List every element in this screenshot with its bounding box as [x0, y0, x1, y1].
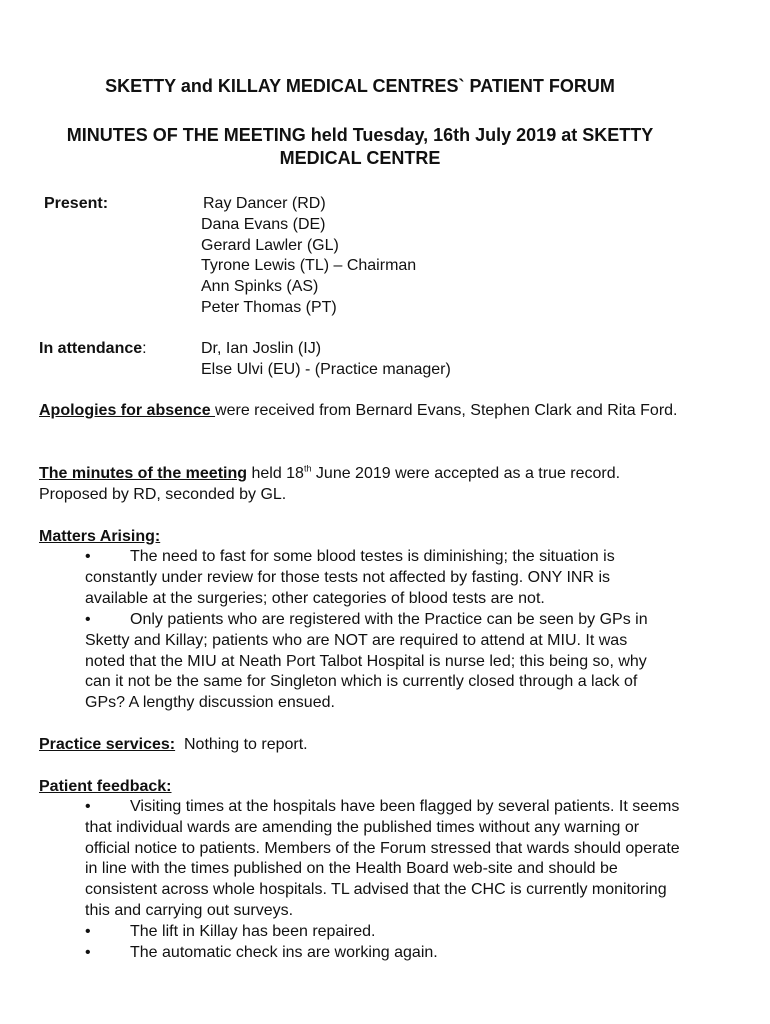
- feedback-bullet-text: The lift in Killay has been repaired.: [130, 923, 376, 940]
- matters-bullet-text: The need to fast for some blood testes is diminishing; the situation is constantly under review for those tests not affected by fasting. ONY INR is available at the surgeries; other categories of blood tests are not.: [85, 548, 615, 607]
- present-name: Ann Spinks (AS): [201, 278, 319, 296]
- feedback-heading: Patient feedback:: [39, 778, 172, 795]
- attendance-list: [201, 339, 451, 381]
- feedback-bullet-text: The automatic check ins are working again.: [130, 944, 438, 961]
- document-title: SKETTY and KILLAY MEDICAL CENTRES` PATIENT FORUM: [105, 76, 615, 96]
- present-list: [201, 194, 416, 319]
- present-label: Present:: [44, 195, 109, 212]
- minutes-sup: th: [303, 463, 312, 474]
- minutes-line-2: Proposed by RD, seconded by GL.: [39, 486, 287, 503]
- attendance-label-text: In attendance: [39, 340, 143, 357]
- feedback-bullet: [85, 797, 685, 922]
- feedback-bullet-text: Visiting times at the hospitals have been flagged by several patients. It seems that individual wards are amending the published times without any warning or official notice to patients. Members of the Forum stressed that wards should operate in line with the times published on the Health Board web-site and should be consistent across whole hospitals. TL advised that the CHC is currently monitoring this and carrying out surveys.: [85, 798, 680, 919]
- practice-heading: Practice services:: [39, 736, 176, 753]
- apologies-text: were received from Bernard Evans, Stephen Clark and Rita Ford.: [215, 402, 678, 419]
- apologies-paragraph: [39, 401, 689, 422]
- practice-line: [39, 735, 308, 756]
- matters-heading: Matters Arising:: [39, 528, 161, 545]
- present-name: Tyrone Lewis (TL) – Chairman: [201, 257, 417, 275]
- bullet-dot: •: [85, 923, 91, 940]
- minutes-heading: The minutes of the meeting: [39, 465, 248, 482]
- apologies-heading: Apologies for absence: [39, 402, 216, 419]
- attendance-name: Else Ulvi (EU) - (Practice manager): [201, 360, 451, 378]
- minutes-line-1: [39, 464, 620, 485]
- bullet-dot: •: [85, 548, 91, 565]
- present-name: Ray Dancer (RD): [203, 195, 326, 212]
- matters-bullet: [85, 547, 670, 609]
- attendance-label: [39, 339, 147, 360]
- minutes-text-pre: held 18: [247, 465, 304, 482]
- feedback-bullet: [85, 922, 685, 943]
- meeting-subtitle: [40, 124, 680, 170]
- present-name: Gerard Lawler (GL): [201, 236, 339, 254]
- attendance-colon: :: [142, 340, 147, 357]
- minutes-text-post: June 2019 were accepted as a true record.: [311, 465, 621, 482]
- matters-bullet: [85, 610, 665, 714]
- meeting-subtitle-text: MINUTES OF THE MEETING held Tuesday, 16th July 2019 at SKETTY MEDICAL CENTRE: [66, 125, 654, 168]
- practice-text: Nothing to report.: [175, 736, 308, 753]
- attendance-name: Dr, Ian Joslin (IJ): [201, 340, 322, 357]
- feedback-bullet: [85, 943, 685, 964]
- bullet-dot: •: [85, 798, 91, 815]
- bullet-dot: •: [85, 944, 91, 961]
- present-name: Dana Evans (DE): [201, 215, 326, 233]
- matters-bullet-text: Only patients who are registered with the Practice can be seen by GPs in Sketty and Killay; patients who are NOT are required to attend at MIU. It was noted that the MIU at Neath Port Talbot Hospital is nurse led; this being so, why can it not be the same for Singleton which is currently closed through a lack of GPs? A lengthy discussion ensued.: [85, 611, 648, 712]
- bullet-dot: •: [85, 611, 91, 628]
- present-name: Peter Thomas (PT): [201, 298, 337, 316]
